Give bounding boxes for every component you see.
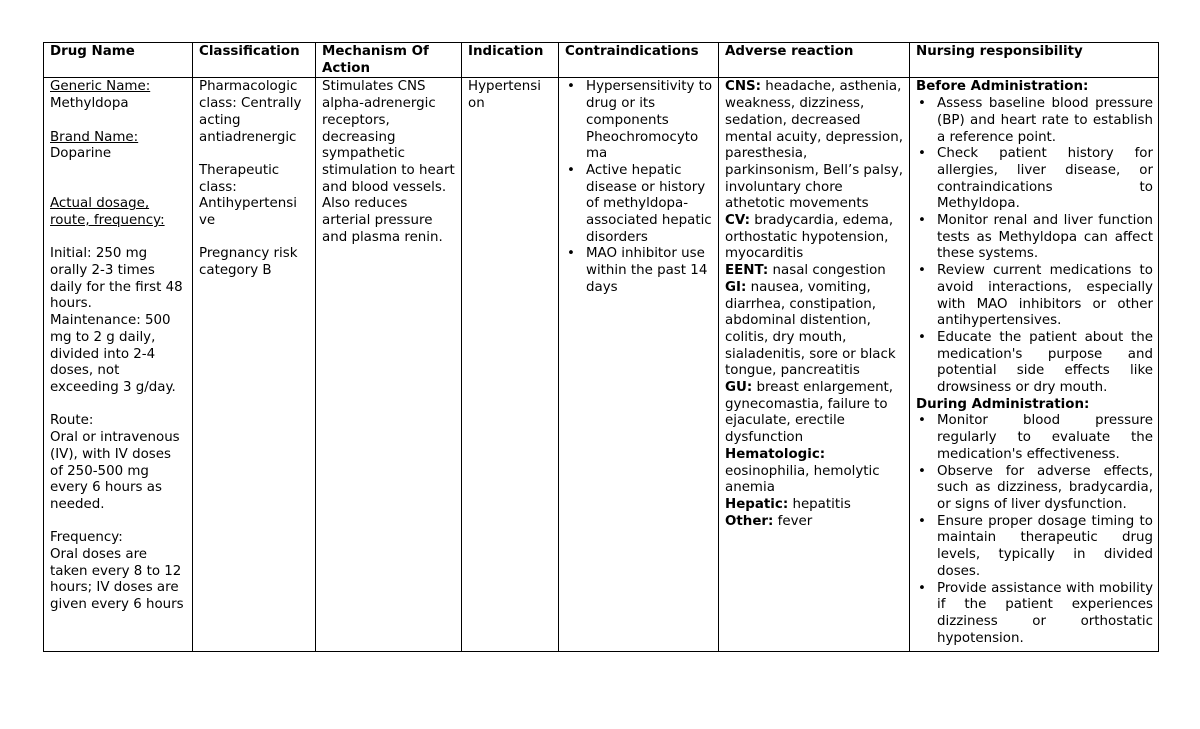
adverse-gi: GI: nausea, vomiting, diarrhea, constipation, abdominal distention, colitis, dry mouth, sialadenitis, sore or black tongue, pancreatitis	[725, 279, 896, 379]
before-administration-heading: Before Administration:	[916, 79, 1089, 95]
header-row	[44, 43, 1159, 78]
adverse-hematologic: Hematologic: eosinophilia, hemolytic anemia	[725, 446, 880, 496]
mechanism-text-1: Stimulates CNS alpha-adrenergic receptors, decreasing sympathetic stimulation to heart and blood vessels.	[322, 79, 455, 195]
contraindications-list	[565, 79, 713, 296]
pharmacologic-class: Pharmacologic class: Centrally acting antiadrenergic	[199, 79, 302, 145]
frequency-text: Oral doses are taken every 8 to 12 hours; IV doses are given every 6 hours	[50, 547, 184, 613]
adverse-cv: CV: bradycardia, edema, orthostatic hypotension, myocarditis	[725, 213, 894, 262]
adverse-reaction-cell	[719, 78, 910, 652]
generic-name: Methyldopa	[50, 96, 129, 112]
during-administration-list	[916, 413, 1153, 647]
list-item: • Educate the patient about the medication's purpose and potential side effects like drowsiness or dry mouth.	[916, 330, 1153, 397]
therapeutic-class-label: Therapeutic class:	[199, 162, 280, 195]
list-item: • Provide assistance with mobility if the patient experiences dizziness or orthostatic hypotension.	[916, 581, 1153, 648]
before-administration-list	[916, 96, 1153, 397]
list-item: • Assess baseline blood pressure (BP) and heart rate to establish a reference point.	[916, 96, 1153, 146]
during-administration-heading: During Administration:	[916, 396, 1090, 412]
header-nursing-responsibility: Nursing responsibility	[910, 43, 1159, 78]
adverse-eent: EENT: nasal congestion	[725, 263, 886, 279]
generic-name-label: Generic Name:	[50, 79, 151, 95]
route-text: Oral or intravenous (IV), with IV doses of 250-500 mg every 6 hours as needed.	[50, 430, 180, 512]
dosage-label: Actual dosage, route, frequency:	[50, 196, 165, 228]
adverse-cns: CNS: headache, asthenia, weakness, dizziness, sedation, decreased mental acuity, depression, paresthesia, parkinsonism, Bell’s palsy, involuntary chore athetotic movements	[725, 79, 904, 212]
frequency-label: Frequency:	[50, 530, 123, 546]
adverse-hepatic: Hepatic: hepatitis	[725, 496, 851, 512]
list-item: • Review current medications to avoid interactions, especially with MAO inhibitors or other antihypertensives.	[916, 263, 1153, 330]
header-contraindications: Contraindications	[559, 43, 719, 78]
mechanism-cell	[316, 78, 462, 652]
brand-name: Doparine	[50, 146, 112, 162]
therapeutic-class: Antihypertensi ve	[199, 196, 297, 229]
route-label: Route:	[50, 413, 94, 429]
list-item: • Ensure proper dosage timing to maintain therapeutic drug levels, typically in divided doses.	[916, 514, 1153, 581]
adverse-gu: GU: breast enlargement, gynecomastia, failure to ejaculate, erectile dysfunction	[725, 380, 894, 446]
maintenance-dose: Maintenance: 500 mg to 2 g daily, divided into 2-4 doses, not exceeding 3 g/day.	[50, 313, 176, 395]
list-item: • Hypersensitivity to drug or its components Pheochromocyto ma	[565, 79, 713, 163]
header-drug-name: Drug Name	[44, 43, 193, 78]
list-item: • Observe for adverse effects, such as dizziness, bradycardia, or signs of liver dysfunction.	[916, 464, 1153, 514]
list-item: • Check patient history for allergies, liver disease, or contraindications to Methyldopa.	[916, 146, 1153, 213]
initial-dose: Initial: 250 mg orally 2-3 times daily for the first 48 hours.	[50, 246, 183, 312]
brand-name-label: Brand Name:	[50, 129, 139, 145]
contraindications-cell	[559, 78, 719, 652]
list-item: • Monitor renal and liver function tests as Methyldopa can affect these systems.	[916, 213, 1153, 263]
indication-text: Hypertensi on	[468, 79, 541, 112]
header-classification: Classification	[193, 43, 316, 78]
header-indication: Indication	[462, 43, 559, 78]
header-mechanism: Mechanism Of Action	[316, 43, 462, 78]
list-item: • Monitor blood pressure regularly to evaluate the medication's effectiveness.	[916, 413, 1153, 463]
pregnancy-category: Pregnancy risk category B	[199, 246, 298, 279]
nursing-responsibility-cell	[910, 78, 1159, 652]
list-item: • MAO inhibitor use within the past 14 days	[565, 246, 713, 296]
classification-cell	[193, 78, 316, 652]
indication-cell	[462, 78, 559, 652]
adverse-other: Other: fever	[725, 513, 813, 529]
content-row	[44, 78, 1159, 652]
list-item: • Active hepatic disease or history of methyldopa-associated hepatic disorders	[565, 163, 713, 247]
drug-name-cell	[44, 78, 193, 652]
header-adverse-reaction: Adverse reaction	[719, 43, 910, 78]
drug-card-table	[43, 42, 1159, 652]
mechanism-text-2: Also reduces arterial pressure and plasma renin.	[322, 196, 443, 245]
